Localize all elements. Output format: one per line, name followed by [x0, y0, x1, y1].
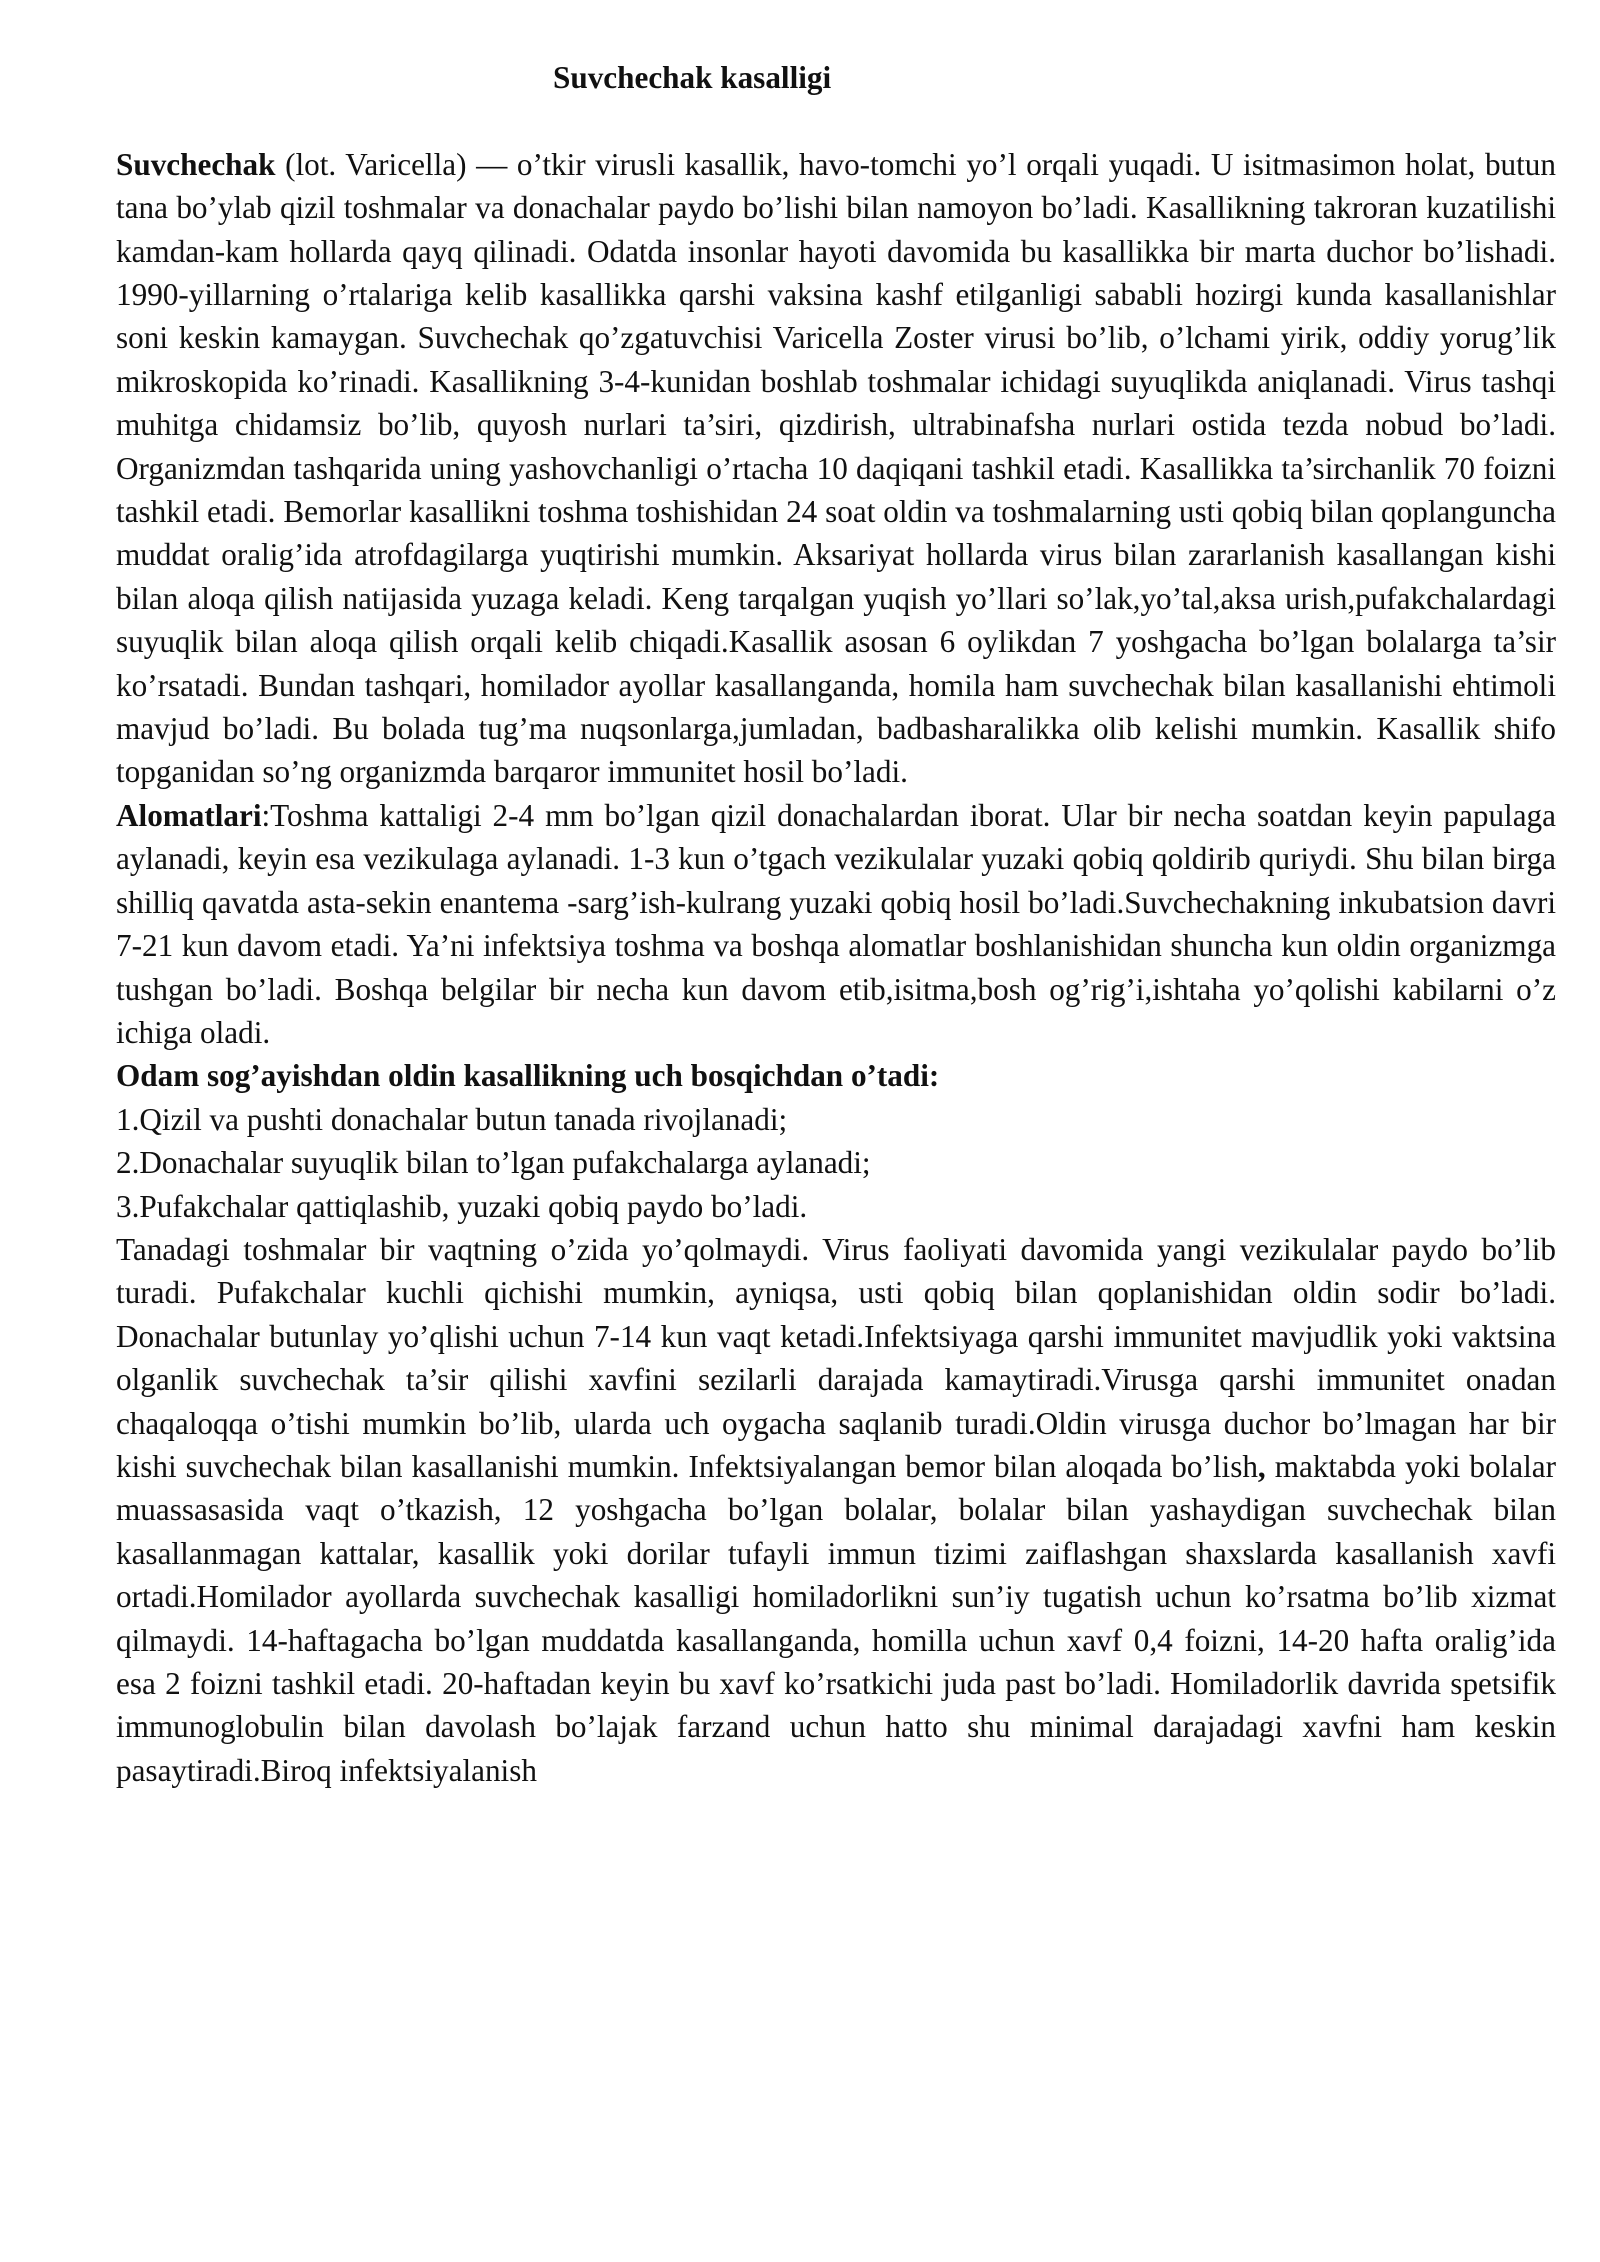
stages-heading: Odam sog’ayishdan oldin kasallikning uch bosqichdan o’tadi:	[116, 1058, 940, 1094]
closing-comma: ,	[1257, 1448, 1266, 1484]
list-item: 3.Pufakchalar qattiqlashib, yuzaki qobiq paydo bo’ladi.	[116, 1188, 808, 1224]
symptoms-term: Alomatlari	[116, 797, 262, 833]
list-item: 2.Donachalar suyuqlik bilan to’lgan pufakchalarga aylanadi;	[116, 1145, 871, 1181]
document-page	[116, 56, 1556, 1792]
closing-text-part1: Tanadagi toshmalar bir vaqtning o’zida yo’qolmaydi. Virus faoliyati davomida yangi vezikulalar paydo bo’lib turadi. Pufakchalar kuchli qichishi mumkin, ayniqsa, usti qobiq bilan qoplanishidan oldin sodir bo’ladi. Donachalar butunlay yo’qlishi uchun 7-14 kun vaqt ketadi.Infektsiyaga qarshi immunitet mavjudlik yoki vaktsina olganlik suvchechak ta’sir qilishi xavfini sezilarli darajada kamaytiradi.Virusga qarshi immunitet onadan chaqaloqqa o’tishi mumkin bo’lib, ularda uch oygacha saqlanib turadi.Oldin virusga duchor bo’lmagan har bir kishi suvchechak bilan kasallanishi mumkin. Infektsiyalangan bemor bilan aloqada bo’lish	[116, 1231, 1556, 1484]
document-title: Suvchechak kasalligi	[553, 60, 832, 95]
symptoms-paragraph	[116, 794, 1556, 1054]
intro-paragraph	[116, 143, 1556, 794]
intro-term: Suvchechak	[116, 146, 276, 182]
closing-paragraph	[116, 1228, 1556, 1792]
closing-text-part2: maktabda yoki bolalar muassasasida vaqt o’tkazish, 12 yoshgacha bo’lgan bolalar, bolalar bilan yashaydigan suvchechak bilan kasallanmagan kattalar, kasallik yoki dorilar tufayli immun tizimi zaiflashgan shaxslarda kasallanish xavfi ortadi.Homilador ayollarda suvchechak kasalligi homiladorlikni sun’iy tugatish uchun ko’rsatma bo’lib xizmat qilmaydi. 14-haftagacha bo’lgan muddatda kasallanganda, homilla uchun xavf 0,4 foizni, 14-20 hafta oralig’ida esa 2 foizni tashkil etadi. 20-haftadan keyin bu xavf ko’rsatkichi juda past bo’ladi. Homiladorlik davrida spetsifik immunoglobulin bilan davolash bo’lajak farzand uchun hatto shu minimal darajadagi xavfni ham keskin pasaytiradi.Biroq infektsiyalanish	[116, 1448, 1556, 1788]
list-item: 1.Qizil va pushti donachalar butun tanada rivojlanadi;	[116, 1101, 788, 1137]
symptoms-text: :Toshma kattaligi 2-4 mm bo’lgan qizil donachalardan iborat. Ular bir necha soatdan keyin papulaga aylanadi, keyin esa vezikulaga aylanadi. 1-3 kun o’tgach vezikulalar yuzaki qobiq qoldirib quriydi. Shu bilan birga shilliq qavatda asta-sekin enantema -sarg’ish-kulrang yuzaki qobiq hosil bo’ladi.Suvchechakning inkubatsion davri 7-21 kun davom etadi. Ya’ni infektsiya toshma va boshqa alomatlar boshlanishidan shuncha kun oldin organizmga tushgan bo’ladi. Boshqa belgilar bir necha kun davom etib,isitma,bosh og’rig’i,ishtaha yo’qolishi kabilarni o’z ichiga oladi.	[116, 797, 1556, 1050]
intro-text: (lot. Varicella) — o’tkir virusli kasallik, havo-tomchi yo’l orqali yuqadi. U isitmasimon holat, butun tana bo’ylab qizil toshmalar va donachalar paydo bo’lishi bilan namoyon bo’ladi. Kasallikning takroran kuzatilishi kamdan-kam hollarda qayq qilinadi. Odatda insonlar hayoti davomida bu kasallikka bir marta duchor bo’lishadi. 1990-yillarning o’rtalariga kelib kasallikka qarshi vaksina kashf etilganligi sababli hozirgi kunda kasallanishlar soni keskin kamaygan. Suvchechak qo’zgatuvchisi Varicella Zoster virusi bo’lib, o’lchami yirik, oddiy yorug’lik mikroskopida ko’rinadi. Kasallikning 3-4-kunidan boshlab toshmalar ichidagi suyuqlikda aniqlanadi. Virus tashqi muhitga chidamsiz bo’lib, quyosh nurlari ta’siri, qizdirish, ultrabinafsha nurlari ostida tezda nobud bo’ladi. Organizmdan tashqarida uning yashovchanligi o’rtacha 10 daqiqani tashkil etadi. Kasallikka ta’sirchanlik 70 foizni tashkil etadi. Bemorlar kasallikni toshma toshishidan 24 soat oldin va toshmalarning usti qobiq bilan qoplanguncha muddat oralig’ida atrofdagilarga yuqtirishi mumkin. Aksariyat hollarda virus bilan zararlanish kasallangan kishi bilan aloqa qilish natijasida yuzaga keladi. Keng tarqalgan yuqish yo’llari so’lak,yo’tal,aksa urish,pufakchalardagi suyuqlik bilan aloqa qilish orqali kelib chiqadi.Kasallik asosan 6 oylikdan 7 yoshgacha bo’lgan bolalarga ta’sir ko’rsatadi. Bundan tashqari, homilador ayollar kasallanganda, homila ham suvchechak bilan kasallanishi ehtimoli mavjud bo’ladi. Bu bolada tug’ma nuqsonlarga,jumladan, badbasharalikka olib kelishi mumkin. Kasallik shifo topganidan so’ng organizmda barqaror immunitet hosil bo’ladi.	[116, 146, 1556, 790]
